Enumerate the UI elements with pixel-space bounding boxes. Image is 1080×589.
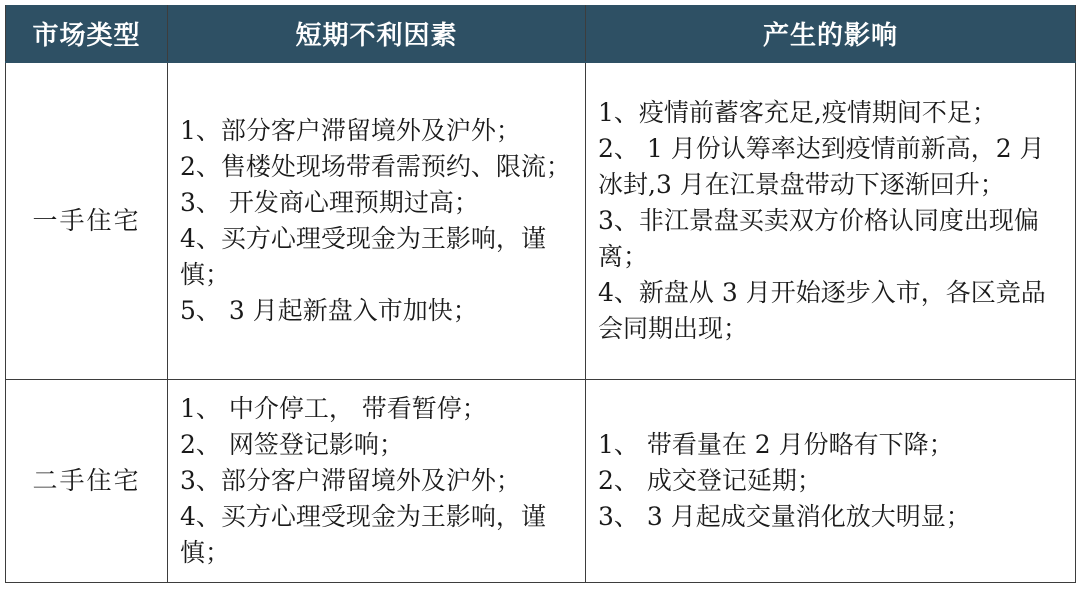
table-row-new-housing bbox=[6, 62, 1076, 380]
short-term-factors-cell bbox=[168, 62, 586, 380]
header-market-type: 市场类型 bbox=[6, 5, 168, 62]
impact-item: 2、 1 月份认筹率达到疫情前新高，2 月冰封,3 月在江景盘带动下逐渐回升； bbox=[598, 134, 1045, 199]
table-header-row bbox=[6, 5, 1076, 62]
impact-item: 4、新盘从 3 月开始逐步入市，各区竞品会同期出现； bbox=[598, 278, 1046, 343]
factors-table bbox=[5, 5, 1076, 583]
header-impact: 产生的影响 bbox=[586, 5, 1076, 62]
impact-item: 3、 3 月起成交量消化放大明显； bbox=[598, 502, 971, 531]
factor-item: 2、售楼处现场带看需预约、限流； bbox=[180, 152, 571, 181]
impact-cell bbox=[586, 380, 1076, 583]
impact-item: 1、疫情前蓄客充足,疫情期间不足； bbox=[598, 98, 997, 127]
factor-item: 4、买方心理受现金为王影响，谨慎； bbox=[180, 224, 546, 289]
short-term-factors-cell bbox=[168, 380, 586, 583]
table-row-resale-housing bbox=[6, 380, 1076, 583]
market-type-cell: 一手住宅 bbox=[6, 62, 168, 380]
factor-item: 3、部分客户滞留境外及沪外； bbox=[180, 466, 521, 495]
factor-item: 2、 网签登记影响； bbox=[180, 430, 404, 459]
factor-item: 1、部分客户滞留境外及沪外； bbox=[180, 116, 521, 145]
factors-table-frame bbox=[5, 5, 1075, 583]
factor-item: 4、买方心理受现金为王影响，谨慎； bbox=[180, 502, 546, 567]
impact-item: 1、 带看量在 2 月份略有下降； bbox=[598, 430, 954, 459]
factor-item: 1、 中介停工， 带看暂停； bbox=[180, 394, 487, 423]
impact-item: 2、 成交登记延期； bbox=[598, 466, 822, 495]
factor-item: 3、 开发商心理预期过高； bbox=[180, 188, 479, 217]
factor-item: 5、 3 月起新盘入市加快； bbox=[180, 296, 478, 325]
market-type-cell: 二手住宅 bbox=[6, 380, 168, 583]
header-short-term-factors: 短期不利因素 bbox=[168, 5, 586, 62]
impact-item: 3、非江景盘买卖双方价格认同度出现偏离； bbox=[598, 206, 1039, 271]
impact-cell bbox=[586, 62, 1076, 380]
